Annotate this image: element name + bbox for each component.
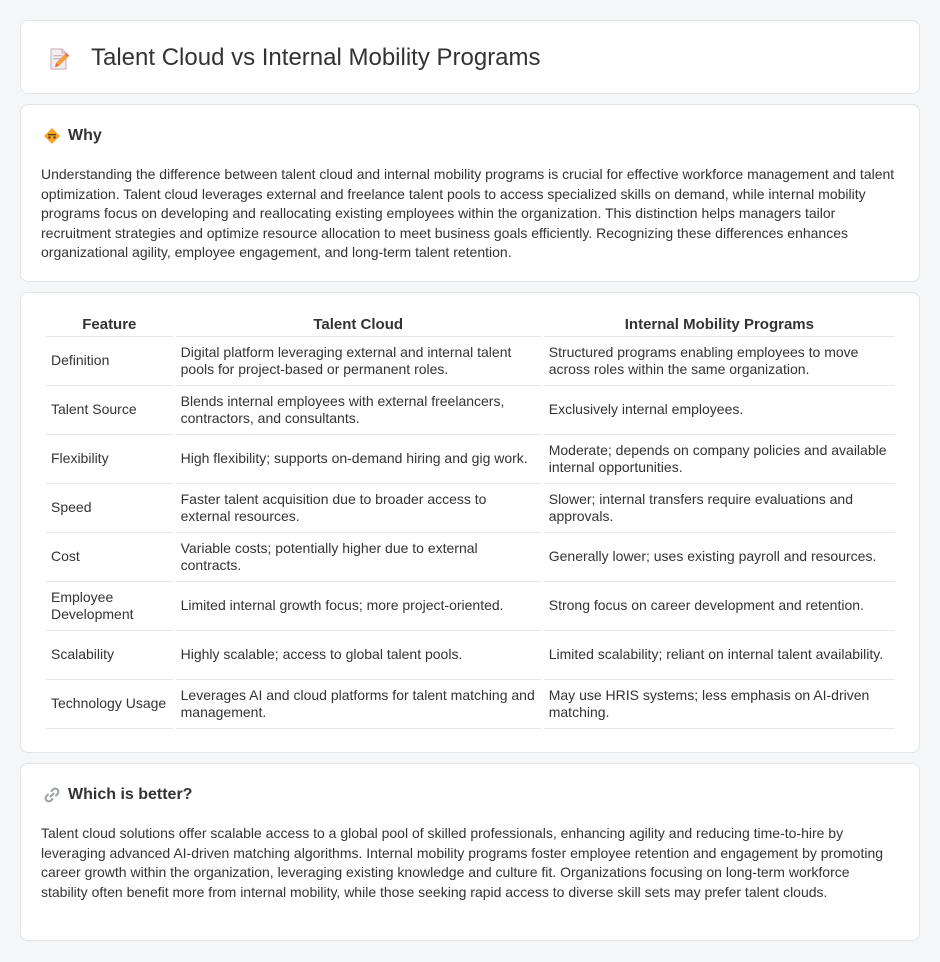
internal-mobility-cell: Structured programs enabling employees to move across roles within the same organization.: [544, 337, 895, 386]
talent-cloud-cell: Blends internal employees with external freelancers, contractors, and consultants.: [176, 386, 541, 435]
document-pencil-icon: [47, 47, 71, 71]
internal-mobility-cell: Limited scalability; reliant on internal talent availability.: [544, 631, 895, 680]
internal-mobility-cell: May use HRIS systems; less emphasis on AI-driven matching.: [544, 680, 895, 729]
link-icon: [43, 786, 61, 804]
which-is-better-section: [20, 763, 920, 941]
table-row: [46, 386, 895, 435]
internal-mobility-cell: Strong focus on career development and retention.: [544, 582, 895, 631]
table-row: [46, 337, 895, 386]
talent-cloud-cell: Limited internal growth focus; more project-oriented.: [176, 582, 541, 631]
table-row: [46, 582, 895, 631]
internal-mobility-cell: Slower; internal transfers require evaluations and approvals.: [544, 484, 895, 533]
header-internal-mobility: Internal Mobility Programs: [544, 315, 895, 337]
talent-cloud-cell: Digital platform leveraging external and internal talent pools for project-based or permanent roles.: [176, 337, 541, 386]
why-section: [20, 104, 920, 282]
feature-cell: Flexibility: [46, 435, 173, 484]
table-row: [46, 533, 895, 582]
warning-sign-icon: [43, 127, 61, 145]
feature-cell: Speed: [46, 484, 173, 533]
why-heading: [43, 127, 102, 145]
talent-cloud-cell: Faster talent acquisition due to broader access to external resources.: [176, 484, 541, 533]
table-row: [46, 631, 895, 680]
feature-cell: Employee Development: [46, 582, 173, 631]
comparison-table: [43, 315, 898, 729]
internal-mobility-cell: Moderate; depends on company policies and available internal opportunities.: [544, 435, 895, 484]
table-row: [46, 484, 895, 533]
header-talent-cloud: Talent Cloud: [176, 315, 541, 337]
talent-cloud-cell: Variable costs; potentially higher due to external contracts.: [176, 533, 541, 582]
internal-mobility-cell: Generally lower; uses existing payroll and resources.: [544, 533, 895, 582]
talent-cloud-cell: High flexibility; supports on-demand hiring and gig work.: [176, 435, 541, 484]
internal-mobility-cell: Exclusively internal employees.: [544, 386, 895, 435]
feature-cell: Definition: [46, 337, 173, 386]
header-feature: Feature: [46, 315, 173, 337]
talent-cloud-cell: Leverages AI and cloud platforms for talent matching and management.: [176, 680, 541, 729]
feature-cell: Talent Source: [46, 386, 173, 435]
page-title: Talent Cloud vs Internal Mobility Programs: [91, 44, 541, 71]
comparison-section: [20, 292, 920, 753]
better-text: Talent cloud solutions offer scalable access to a global pool of skilled professionals, enhancing agility and reducing time-to-hire by leveraging advanced AI-driven matching algorithms. Internal mobility programs foster employee retention and engagement by promoting career growth within the organization, leveraging existing knowledge and culture fit. Organizations focusing on long-term workforce stability often benefit more from internal mobility, while those seeking rapid access to diverse skill sets may prefer talent clouds.: [41, 825, 884, 900]
better-title: Which is better?: [68, 786, 193, 803]
talent-cloud-cell: Highly scalable; access to global talent pools.: [176, 631, 541, 680]
why-text: Understanding the difference between talent cloud and internal mobility programs is crucial for effective workforce management and talent optimization. Talent cloud leverages external and freelance talent pools to access specialized skills on demand, while internal mobility programs focus on developing and reallocating existing employees within the organization. This distinction helps managers tailor recruitment strategies and optimize resource allocation to meet business goals efficiently. Recognizing these differences enhances organizational agility, employee engagement, and long-term talent retention.: [41, 166, 895, 260]
header-card: [20, 20, 920, 94]
table-row: [46, 680, 895, 729]
feature-cell: Cost: [46, 533, 173, 582]
feature-cell: Scalability: [46, 631, 173, 680]
why-title: Why: [68, 127, 102, 144]
table-header-row: [46, 315, 895, 337]
feature-cell: Technology Usage: [46, 680, 173, 729]
better-heading: [43, 786, 192, 804]
table-row: [46, 435, 895, 484]
